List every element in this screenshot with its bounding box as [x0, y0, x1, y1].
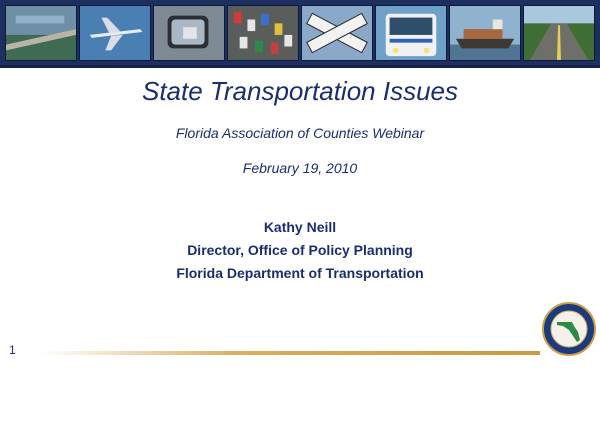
florida-dot-seal-icon	[542, 302, 596, 356]
presenter-role: Director, Office of Policy Planning	[187, 242, 413, 258]
airplane-photo	[79, 5, 151, 61]
photo-strip	[5, 5, 595, 61]
traffic-jam-photo	[227, 5, 299, 61]
slide-date: February 19, 2010	[242, 160, 358, 176]
rural-road-photo	[523, 5, 595, 61]
presenter-block	[0, 216, 600, 285]
presenter-organization: Florida Department of Transportation	[176, 265, 424, 281]
footer-rule	[40, 351, 540, 355]
rail-crossing-sign-photo	[301, 5, 373, 61]
cargo-ship-photo	[449, 5, 521, 61]
bus-photo	[375, 5, 447, 61]
presenter-name: Kathy Neill	[263, 219, 337, 235]
truck-mirror-photo	[153, 5, 225, 61]
header-banner	[0, 0, 600, 68]
page-number: 1	[9, 343, 16, 357]
slide-title: State Transportation Issues	[141, 76, 458, 106]
aerial-highway-photo	[5, 5, 77, 61]
slide-subtitle: Florida Association of Counties Webinar	[175, 125, 425, 141]
